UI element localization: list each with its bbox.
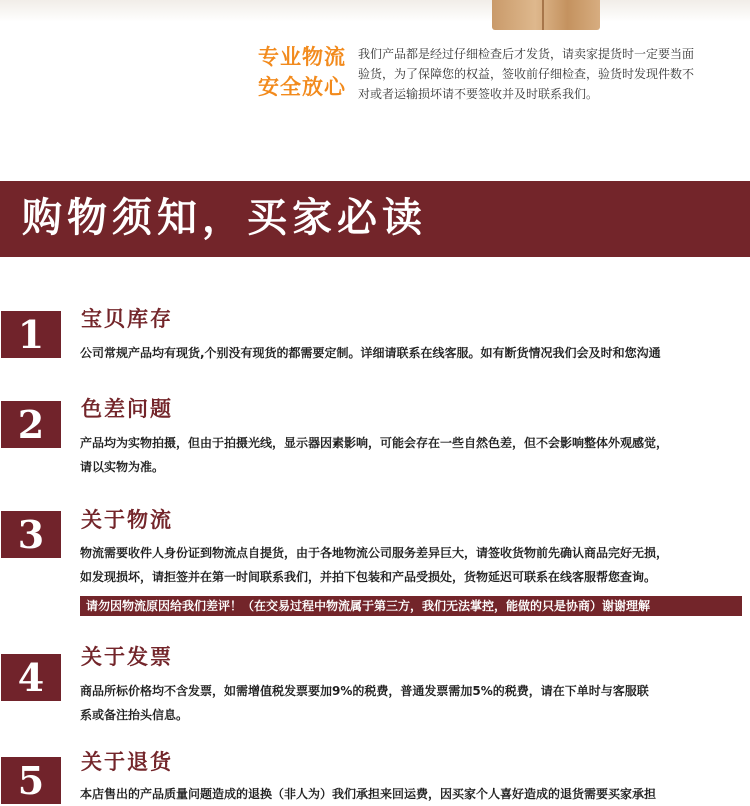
section-number-badge: 4 [1,654,61,701]
body-line: 请以实物为准。 [80,460,165,474]
logistics-intro [358,44,743,104]
slogan-line-2: 安全放心 [258,75,346,99]
section-body-color [80,431,748,479]
section-number-badge: 1 [1,311,61,358]
section-heading-returns: 关于退货 [81,750,173,774]
section-body-returns [80,782,748,806]
logistics-notice-bar: 请勿因物流原因给我们差评！（在交易过程中物流属于第三方，我们无法掌控，能做的只是协商）谢谢理解 [80,596,742,616]
section-heading-logistics: 关于物流 [81,508,173,532]
logistics-slogan [258,42,353,102]
section-number-badge: 5 [1,757,61,804]
body-line: 如发现损坏，请拒签并在第一时间联系我们，并拍下包装和产品受损处，货物延迟可联系在线客服帮您查询。 [80,570,657,584]
section-heading-stock: 宝贝库存 [81,307,173,331]
section-heading-invoice: 关于发票 [81,645,173,669]
product-photo-strip [0,0,750,22]
body-line: 系或备注抬头信息。 [80,708,189,722]
body-line: 公司常规产品均有现货,个别没有现货的都需要定制。详细请联系在线客服。如有断货情况我们会及时和您沟通 [80,346,661,360]
shopping-notice-banner [0,181,750,257]
body-line: 本店售出的产品质量问题造成的退换（非人为）我们承担来回运费，因买家个人喜好造成的退货需要买家承担 [80,787,657,801]
intro-line: 对或者运输损坏请不要签收并及时联系我们。 [358,87,599,101]
cardboard-boxes-image [492,0,600,30]
section-body-invoice [80,679,748,727]
section-body-logistics [80,541,748,589]
section-number-badge: 3 [1,511,61,558]
body-line: 物流需要收件人身份证到物流点自提货，由于各地物流公司服务差异巨大，请签收货物前先确认商品完好无损， [80,546,669,560]
banner-title: 购物须知，买家必读 [22,195,427,241]
intro-line: 验货，为了保障您的权益，签收前仔细检查，验货时发现件数不 [358,67,695,81]
section-number-badge: 2 [1,401,61,448]
section-heading-color: 色差问题 [81,397,173,421]
body-line: 产品均为实物拍摄，但由于拍摄光线，显示器因素影响，可能会存在一些自然色差，但不会影响整体外观感觉， [80,436,669,450]
body-line: 商品所标价格均不含发票，如需增值税发票要加9%的税费，普通发票需加5%的税费，请在下单时与客服联 [80,684,649,698]
slogan-line-1: 专业物流 [258,45,346,69]
section-body-stock [80,341,748,365]
intro-line: 我们产品都是经过仔细检查后才发货，请卖家提货时一定要当面 [358,47,695,61]
